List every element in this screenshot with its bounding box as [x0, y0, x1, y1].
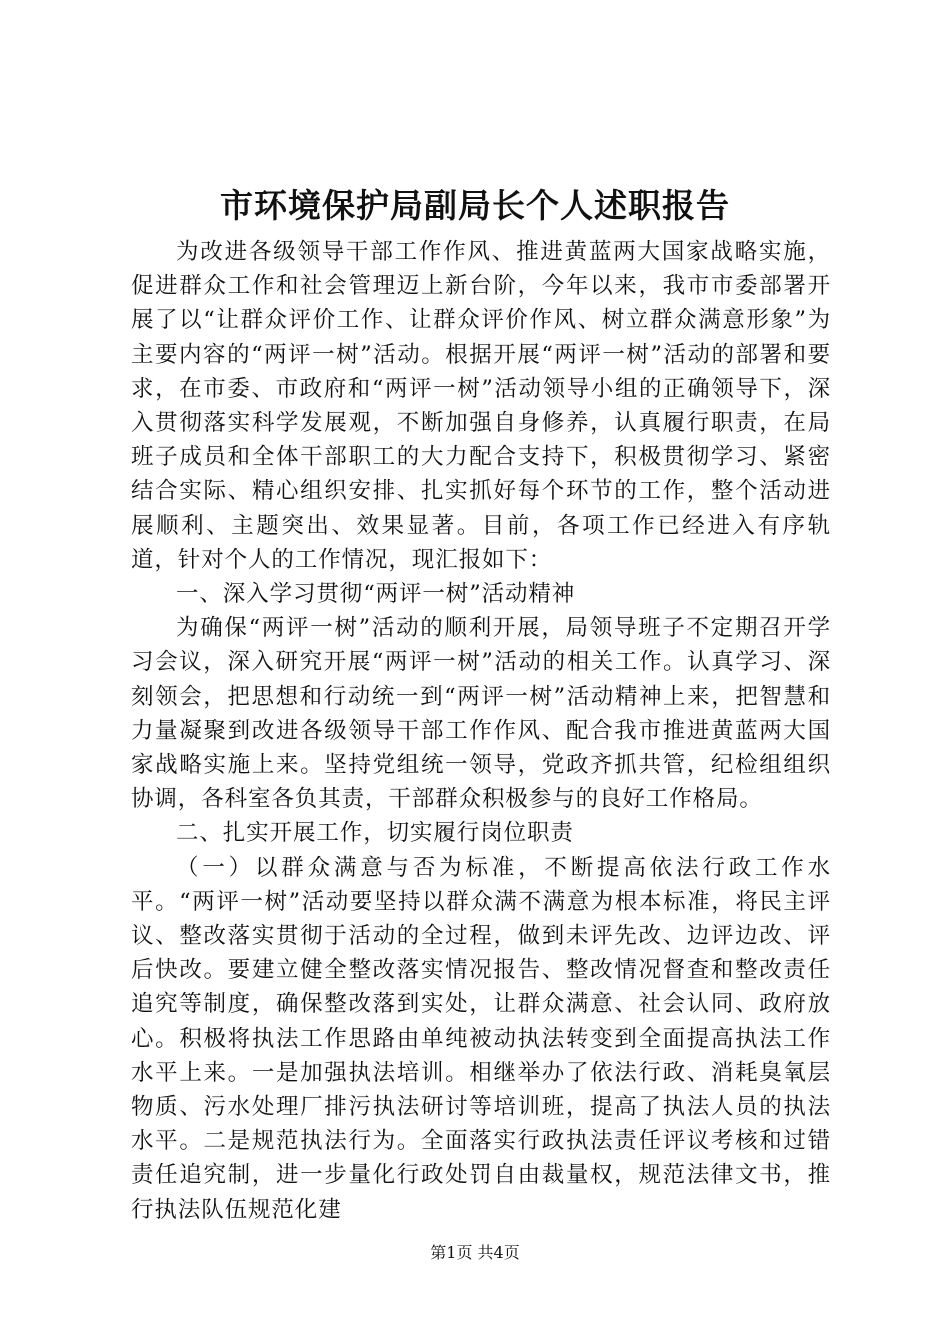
paragraph-section-2-1: （一）以群众满意与否为标准，不断提高依法行政工作水平。“两评一树”活动要坚持以群众满不满意为根本标准，将民主评议、整改落实贯彻于活动的全过程，做到未评先改、边评边改、评后快改。要建立健全整改落实情况报告、整改情况督查和整改责任追究等制度，确保整改落到实处，让群众满意、社会认同、政府放心。积极将执法工作思路由单纯被动执法转变到全面提高执法工作水平上来。一是加强执法培训。相继举办了依法行政、消耗臭氧层物质、污水处理厂排污执法研讨等培训班，提高了执法人员的执法水平。二是规范执法行为。全面落实行政执法责任评议考核和过错责任追究制，进一步量化行政处罚自由裁量权，规范法律文书，推行执法队伍规范化建 — [131, 854, 831, 1223]
document-body — [131, 235, 831, 1227]
section-heading-1: 一、深入学习贯彻“两评一树”活动精神 — [176, 581, 576, 608]
document-title: 市环境保护局副局长个人述职报告 — [220, 186, 730, 225]
section-heading-2: 二、扎实开展工作，切实履行岗位职责 — [176, 820, 574, 847]
page-number-footer: 第1页 共4页 — [430, 1243, 520, 1262]
paragraph-section-1: 为确保“两评一树”活动的顺利开展，局领导班子不定期召开学习会议，深入研究开展“两评一树”活动的相关工作。认真学习、深刻领会，把思想和行动统一到“两评一树”活动精神上来，把智慧和力量凝聚到改进各级领导干部工作作风、配合我市推进黄蓝两大国家战略实施上来。坚持党组统一领导，党政齐抓共管，纪检组组织协调，各科室各负其责，干部群众积极参与的良好工作格局。 — [131, 615, 831, 813]
paragraph-intro: 为改进各级领导干部工作作风、推进黄蓝两大国家战略实施，促进群众工作和社会管理迈上新台阶，今年以来，我市市委部署开展了以“让群众评价工作、让群众评价作风、树立群众满意形象”为主要内容的“两评一树”活动。根据开展“两评一树”活动的部署和要求，在市委、市政府和“两评一树”活动领导小组的正确领导下，深入贯彻落实科学发展观，不断加强自身修养，认真履行职责，在局班子成员和全体干部职工的大力配合支持下，积极贯彻学习、紧密结合实际、精心组织安排、扎实抓好每个环节的工作，整个活动进展顺利、主题突出、效果显著。目前，各项工作已经进入有序轨道，针对个人的工作情况，现汇报如下： — [131, 239, 831, 573]
